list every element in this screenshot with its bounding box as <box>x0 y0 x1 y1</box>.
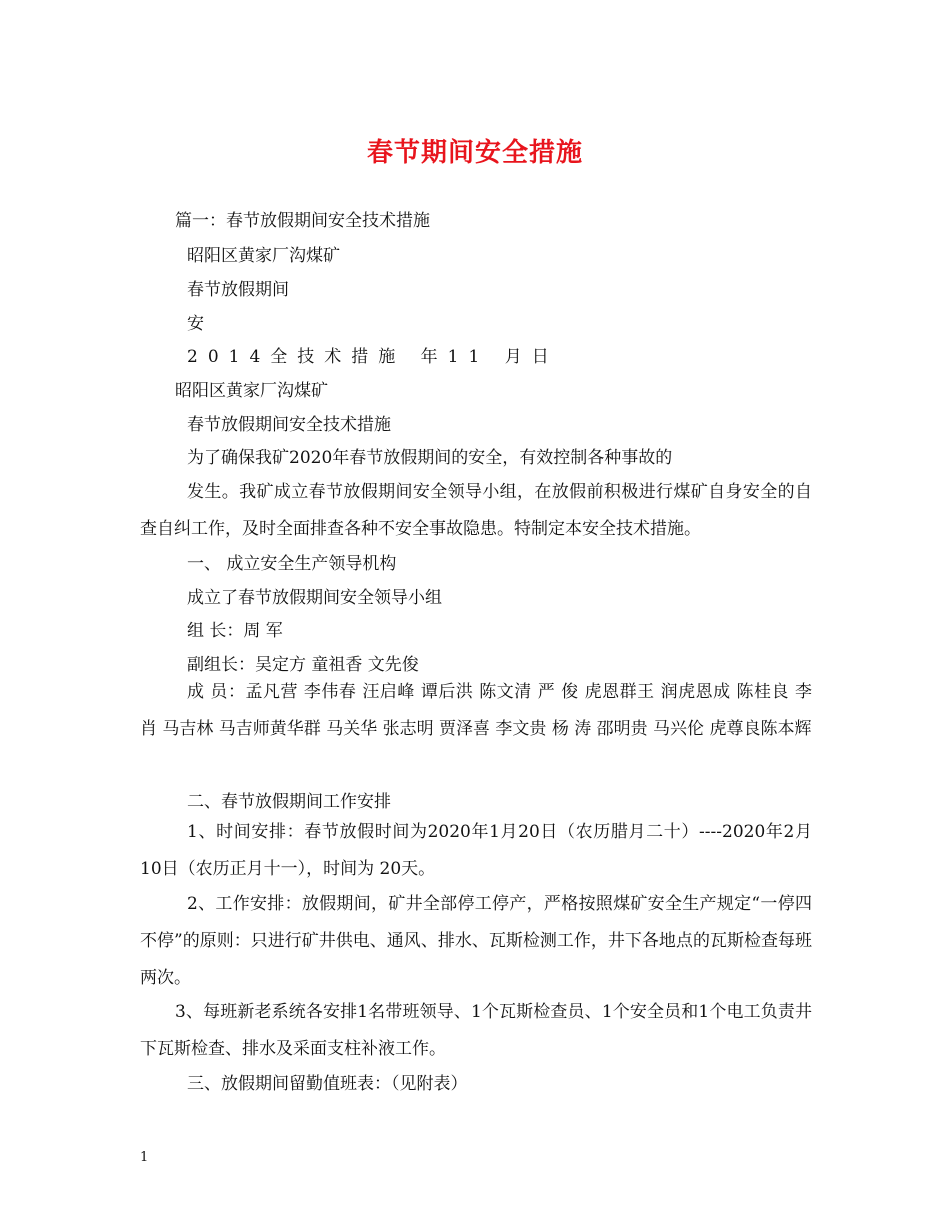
page-number: 1 <box>140 1150 149 1165</box>
text-line: 2014全技术措施 年11 月日 <box>187 347 559 367</box>
section-heading: 三、放假期间留勤值班表：（见附表） <box>187 1074 468 1094</box>
paragraph: 成立了春节放假期间安全领导小组 <box>187 588 442 608</box>
paragraph: 1、时间安排：春节放假时间为2020年1月20日（农历腊月二十）----2020年2月10日（农历正月十一），时间为 20天。 <box>140 822 812 879</box>
text-line: 春节放假期间 <box>187 280 289 300</box>
text-line: 安 <box>187 314 204 334</box>
paragraph: 发生。我矿成立春节放假期间安全领导小组，在放假前积极进行煤矿自身安全的自查自纠工作，及时全面排查各种不安全事故隐患。特制定本安全技术措施。 <box>140 482 812 539</box>
text-line: 昭阳区黄家厂沟煤矿 <box>187 246 340 266</box>
paragraph: 2、工作安排：放假期间，矿井全部停工停产，严格按照煤矿安全生产规定“一停四不停”的原则：只进行矿井供电、通风、排水、瓦斯检测工作，井下各地点的瓦斯检查每班两次。 <box>140 894 812 988</box>
paragraph: 副组长：吴定方 童祖香 文先俊 <box>187 655 419 675</box>
section-heading: 一、 成立安全生产领导机构 <box>187 554 397 574</box>
section-heading: 二、春节放假期间工作安排 <box>187 792 391 812</box>
text-line: 为了确保我矿2020年春节放假期间的安全，有效控制各种事故的 <box>187 448 673 468</box>
paragraph: 3、每班新老系统各安排1名带班领导、1个瓦斯检查员、1个安全员和1个电工负责井下瓦斯检查、排水及采面支柱补液工作。 <box>140 1002 812 1059</box>
paragraph: 成 员：孟凡营 李伟春 汪启峰 谭后洪 陈文清 严 俊 虎恩群王 润虎恩成 陈桂良 李 肖 马吉林 马吉师黄华群 马关华 张志明 贾泽喜 李文贵 杨 涛 邵明贵 马兴伦 虎尊良陈本辉 <box>140 682 812 739</box>
text-line: 春节放假期间安全技术措施 <box>187 415 391 435</box>
document-title: 春节期间安全措施 <box>366 138 583 168</box>
text-line: 昭阳区黄家厂沟煤矿 <box>175 381 328 401</box>
paragraph: 组 长：周 军 <box>187 621 283 641</box>
section-heading: 篇一：春节放假期间安全技术措施 <box>175 211 430 231</box>
